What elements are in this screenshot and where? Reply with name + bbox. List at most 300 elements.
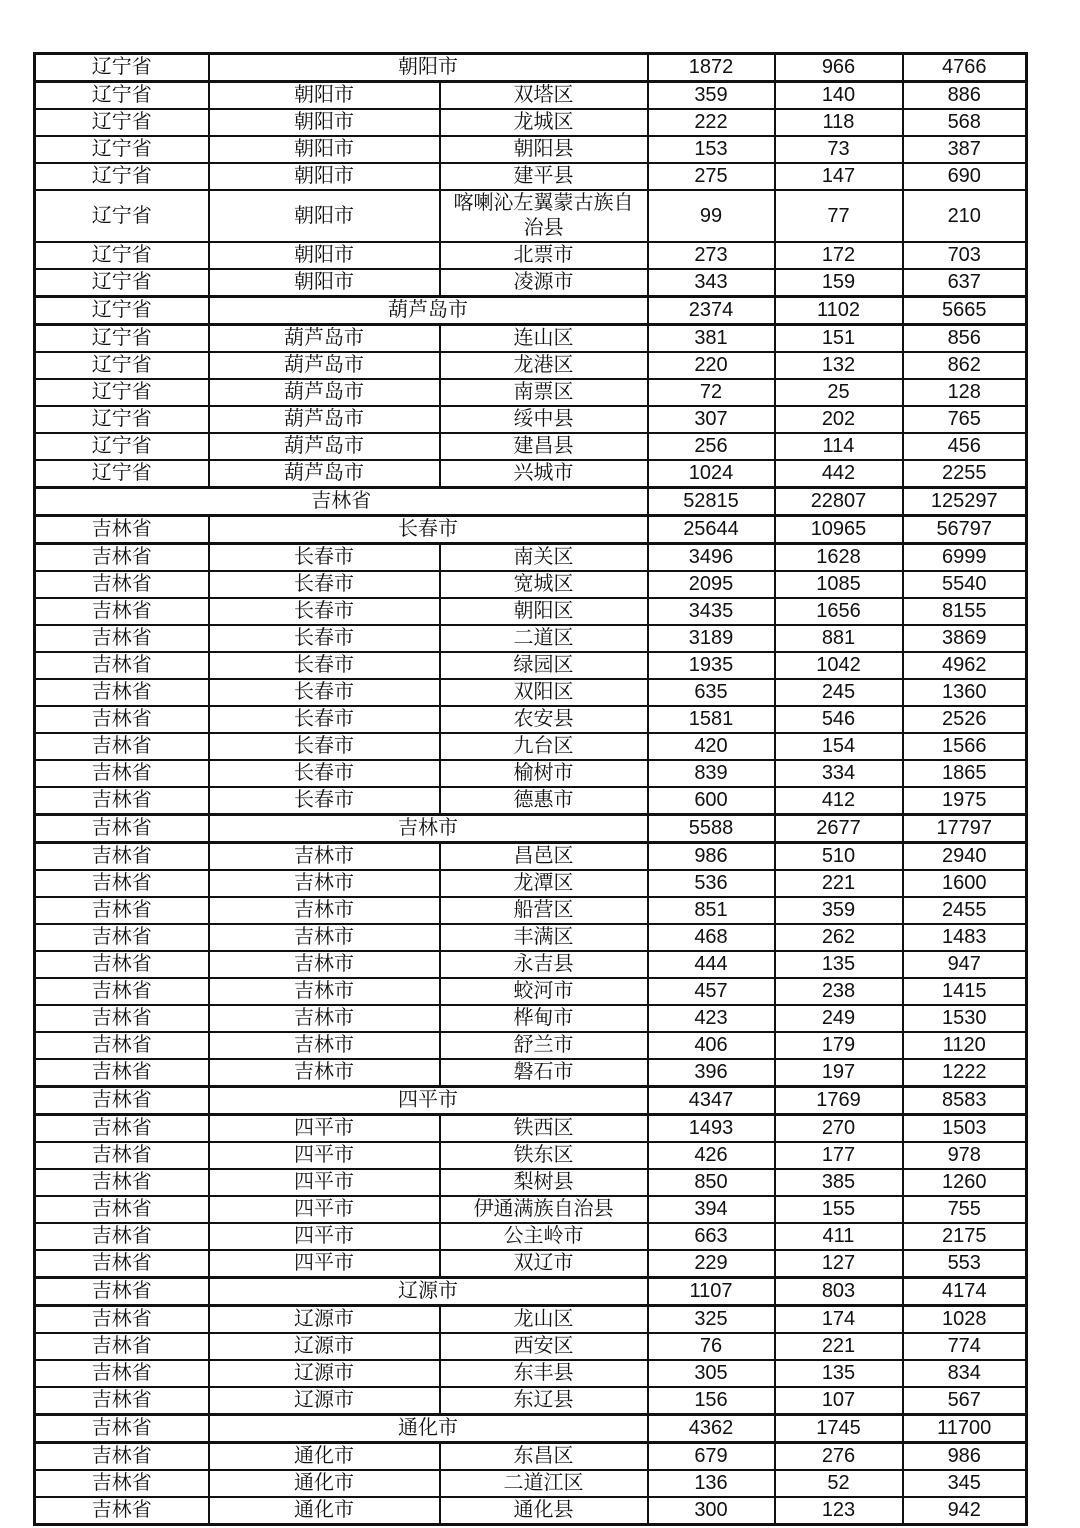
district-cell: 兴城市 [440, 460, 648, 488]
table-row [35, 242, 1027, 269]
table-row [35, 598, 1027, 625]
value-cell: 8155 [903, 598, 1027, 625]
value-cell: 147 [775, 163, 903, 190]
city-cell: 长春市 [209, 544, 440, 572]
value-cell: 127 [775, 1250, 903, 1278]
value-cell: 444 [648, 951, 775, 978]
value-cell: 387 [903, 136, 1027, 163]
value-cell: 1975 [903, 787, 1027, 815]
value-cell: 174 [775, 1306, 903, 1334]
value-cell: 140 [775, 82, 903, 110]
district-cell: 东丰县 [440, 1360, 648, 1387]
province-cell: 吉林省 [35, 1005, 209, 1032]
city-cell: 辽源市 [209, 1333, 440, 1360]
value-cell: 1360 [903, 679, 1027, 706]
value-cell: 1656 [775, 598, 903, 625]
city-total-cell: 吉林市 [209, 815, 648, 843]
value-cell: 396 [648, 1059, 775, 1087]
table-row [35, 843, 1027, 871]
province-cell: 吉林省 [35, 1250, 209, 1278]
table-row [35, 760, 1027, 787]
city-cell: 通化市 [209, 1443, 440, 1471]
district-cell: 二道区 [440, 625, 648, 652]
value-cell: 834 [903, 1360, 1027, 1387]
district-cell: 绥中县 [440, 406, 648, 433]
table-row [35, 1196, 1027, 1223]
value-cell: 325 [648, 1306, 775, 1334]
value-cell: 986 [648, 843, 775, 871]
value-cell: 5588 [648, 815, 775, 843]
city-cell: 葫芦岛市 [209, 406, 440, 433]
value-cell: 1493 [648, 1115, 775, 1143]
value-cell: 406 [648, 1032, 775, 1059]
district-cell: 喀喇沁左翼蒙古族自治县 [440, 190, 648, 242]
city-cell: 辽源市 [209, 1306, 440, 1334]
table-row [35, 706, 1027, 733]
province-cell: 吉林省 [35, 1223, 209, 1250]
city-cell: 吉林市 [209, 951, 440, 978]
city-cell: 四平市 [209, 1250, 440, 1278]
city-cell: 长春市 [209, 760, 440, 787]
value-cell: 220 [648, 352, 775, 379]
value-cell: 442 [775, 460, 903, 488]
district-cell: 北票市 [440, 242, 648, 269]
city-total-cell: 葫芦岛市 [209, 297, 648, 325]
table-row [35, 787, 1027, 815]
city-cell: 吉林市 [209, 978, 440, 1005]
city-cell: 吉林市 [209, 843, 440, 871]
province-cell: 吉林省 [35, 706, 209, 733]
value-cell: 1102 [775, 297, 903, 325]
province-cell: 吉林省 [35, 516, 209, 544]
value-cell: 135 [775, 1360, 903, 1387]
district-cell: 建平县 [440, 163, 648, 190]
value-cell: 1530 [903, 1005, 1027, 1032]
value-cell: 1120 [903, 1032, 1027, 1059]
table-row [35, 1415, 1027, 1443]
value-cell: 690 [903, 163, 1027, 190]
value-cell: 77 [775, 190, 903, 242]
province-cell: 吉林省 [35, 897, 209, 924]
district-cell: 连山区 [440, 325, 648, 353]
province-cell: 吉林省 [35, 815, 209, 843]
district-cell: 龙潭区 [440, 870, 648, 897]
district-cell: 龙港区 [440, 352, 648, 379]
province-total-cell: 吉林省 [35, 488, 648, 516]
value-cell: 52 [775, 1470, 903, 1497]
table-row [35, 1470, 1027, 1497]
value-cell: 202 [775, 406, 903, 433]
city-cell: 通化市 [209, 1497, 440, 1525]
value-cell: 5665 [903, 297, 1027, 325]
city-cell: 朝阳市 [209, 242, 440, 269]
district-cell: 磐石市 [440, 1059, 648, 1087]
value-cell: 381 [648, 325, 775, 353]
province-cell: 吉林省 [35, 924, 209, 951]
value-cell: 153 [648, 136, 775, 163]
table-row [35, 1333, 1027, 1360]
table-row [35, 1250, 1027, 1278]
district-cell: 伊通满族自治县 [440, 1196, 648, 1223]
value-cell: 154 [775, 733, 903, 760]
value-cell: 2455 [903, 897, 1027, 924]
value-cell: 1024 [648, 460, 775, 488]
value-cell: 22807 [775, 488, 903, 516]
value-cell: 3869 [903, 625, 1027, 652]
value-cell: 135 [775, 951, 903, 978]
district-cell: 九台区 [440, 733, 648, 760]
city-cell: 葫芦岛市 [209, 352, 440, 379]
value-cell: 345 [903, 1470, 1027, 1497]
value-cell: 2175 [903, 1223, 1027, 1250]
province-cell: 吉林省 [35, 1443, 209, 1471]
district-cell: 梨树县 [440, 1169, 648, 1196]
value-cell: 851 [648, 897, 775, 924]
value-cell: 359 [648, 82, 775, 110]
table-row [35, 571, 1027, 598]
district-cell: 西安区 [440, 1333, 648, 1360]
value-cell: 1566 [903, 733, 1027, 760]
value-cell: 468 [648, 924, 775, 951]
value-cell: 4962 [903, 652, 1027, 679]
value-cell: 343 [648, 269, 775, 297]
value-cell: 850 [648, 1169, 775, 1196]
district-cell: 公主岭市 [440, 1223, 648, 1250]
value-cell: 132 [775, 352, 903, 379]
district-cell: 南票区 [440, 379, 648, 406]
city-total-cell: 四平市 [209, 1087, 648, 1115]
value-cell: 1935 [648, 652, 775, 679]
province-cell: 辽宁省 [35, 406, 209, 433]
city-cell: 葫芦岛市 [209, 379, 440, 406]
province-cell: 吉林省 [35, 870, 209, 897]
table-row [35, 1005, 1027, 1032]
city-cell: 长春市 [209, 733, 440, 760]
province-cell: 吉林省 [35, 1059, 209, 1087]
district-cell: 铁东区 [440, 1142, 648, 1169]
province-cell: 辽宁省 [35, 379, 209, 406]
value-cell: 1222 [903, 1059, 1027, 1087]
province-cell: 辽宁省 [35, 325, 209, 353]
table-row [35, 109, 1027, 136]
district-cell: 双塔区 [440, 82, 648, 110]
value-cell: 2677 [775, 815, 903, 843]
value-cell: 412 [775, 787, 903, 815]
province-cell: 吉林省 [35, 1415, 209, 1443]
city-cell: 四平市 [209, 1223, 440, 1250]
district-cell: 东辽县 [440, 1387, 648, 1415]
value-cell: 886 [903, 82, 1027, 110]
table-row [35, 82, 1027, 110]
value-cell: 262 [775, 924, 903, 951]
value-cell: 221 [775, 1333, 903, 1360]
district-cell: 绿园区 [440, 652, 648, 679]
city-cell: 长春市 [209, 571, 440, 598]
value-cell: 155 [775, 1196, 903, 1223]
value-cell: 774 [903, 1333, 1027, 1360]
table-row [35, 190, 1027, 242]
table-row [35, 924, 1027, 951]
value-cell: 966 [775, 54, 903, 82]
value-cell: 679 [648, 1443, 775, 1471]
value-cell: 11700 [903, 1415, 1027, 1443]
province-cell: 吉林省 [35, 843, 209, 871]
value-cell: 210 [903, 190, 1027, 242]
value-cell: 1415 [903, 978, 1027, 1005]
value-cell: 4174 [903, 1278, 1027, 1306]
value-cell: 385 [775, 1169, 903, 1196]
city-cell: 朝阳市 [209, 82, 440, 110]
district-cell: 舒兰市 [440, 1032, 648, 1059]
value-cell: 510 [775, 843, 903, 871]
table-row [35, 733, 1027, 760]
value-cell: 426 [648, 1142, 775, 1169]
province-cell: 吉林省 [35, 679, 209, 706]
province-cell: 吉林省 [35, 571, 209, 598]
value-cell: 423 [648, 1005, 775, 1032]
value-cell: 947 [903, 951, 1027, 978]
value-cell: 856 [903, 325, 1027, 353]
value-cell: 862 [903, 352, 1027, 379]
value-cell: 457 [648, 978, 775, 1005]
city-cell: 长春市 [209, 679, 440, 706]
value-cell: 978 [903, 1142, 1027, 1169]
value-cell: 394 [648, 1196, 775, 1223]
city-cell: 吉林市 [209, 1059, 440, 1087]
value-cell: 159 [775, 269, 903, 297]
province-cell: 吉林省 [35, 1087, 209, 1115]
value-cell: 1745 [775, 1415, 903, 1443]
province-cell: 辽宁省 [35, 82, 209, 110]
table-row [35, 163, 1027, 190]
value-cell: 276 [775, 1443, 903, 1471]
value-cell: 600 [648, 787, 775, 815]
value-cell: 536 [648, 870, 775, 897]
province-cell: 辽宁省 [35, 460, 209, 488]
district-cell: 蛟河市 [440, 978, 648, 1005]
district-cell: 双辽市 [440, 1250, 648, 1278]
value-cell: 156 [648, 1387, 775, 1415]
value-cell: 986 [903, 1443, 1027, 1471]
value-cell: 881 [775, 625, 903, 652]
province-cell: 吉林省 [35, 652, 209, 679]
city-cell: 长春市 [209, 787, 440, 815]
city-cell: 四平市 [209, 1169, 440, 1196]
province-cell: 吉林省 [35, 598, 209, 625]
table-row [35, 1059, 1027, 1087]
value-cell: 245 [775, 679, 903, 706]
province-cell: 辽宁省 [35, 190, 209, 242]
province-cell: 吉林省 [35, 1333, 209, 1360]
district-cell: 农安县 [440, 706, 648, 733]
value-cell: 2255 [903, 460, 1027, 488]
city-cell: 葫芦岛市 [209, 433, 440, 460]
value-cell: 942 [903, 1497, 1027, 1525]
province-cell: 吉林省 [35, 1278, 209, 1306]
province-cell: 吉林省 [35, 1169, 209, 1196]
value-cell: 99 [648, 190, 775, 242]
province-cell: 吉林省 [35, 1306, 209, 1334]
district-cell: 二道江区 [440, 1470, 648, 1497]
value-cell: 1872 [648, 54, 775, 82]
value-cell: 114 [775, 433, 903, 460]
city-cell: 朝阳市 [209, 109, 440, 136]
province-cell: 辽宁省 [35, 136, 209, 163]
district-cell: 通化县 [440, 1497, 648, 1525]
table-row [35, 815, 1027, 843]
table-row [35, 136, 1027, 163]
value-cell: 546 [775, 706, 903, 733]
city-cell: 吉林市 [209, 924, 440, 951]
city-total-cell: 朝阳市 [209, 54, 648, 82]
value-cell: 334 [775, 760, 903, 787]
value-cell: 2526 [903, 706, 1027, 733]
province-cell: 辽宁省 [35, 433, 209, 460]
value-cell: 637 [903, 269, 1027, 297]
value-cell: 10965 [775, 516, 903, 544]
value-cell: 275 [648, 163, 775, 190]
district-cell: 双阳区 [440, 679, 648, 706]
value-cell: 179 [775, 1032, 903, 1059]
province-cell: 辽宁省 [35, 54, 209, 82]
table-row [35, 625, 1027, 652]
value-cell: 2940 [903, 843, 1027, 871]
value-cell: 4347 [648, 1087, 775, 1115]
value-cell: 273 [648, 242, 775, 269]
table-row [35, 951, 1027, 978]
value-cell: 4766 [903, 54, 1027, 82]
table-row [35, 1115, 1027, 1143]
table-row [35, 1443, 1027, 1471]
city-cell: 四平市 [209, 1196, 440, 1223]
district-cell: 凌源市 [440, 269, 648, 297]
table-row [35, 1497, 1027, 1525]
table-row [35, 433, 1027, 460]
city-cell: 吉林市 [209, 1005, 440, 1032]
city-cell: 吉林市 [209, 870, 440, 897]
province-cell: 辽宁省 [35, 297, 209, 325]
value-cell: 1865 [903, 760, 1027, 787]
value-cell: 300 [648, 1497, 775, 1525]
value-cell: 1581 [648, 706, 775, 733]
district-cell: 榆树市 [440, 760, 648, 787]
province-cell: 吉林省 [35, 1032, 209, 1059]
value-cell: 125297 [903, 488, 1027, 516]
city-cell: 长春市 [209, 598, 440, 625]
district-cell: 永吉县 [440, 951, 648, 978]
value-cell: 52815 [648, 488, 775, 516]
value-cell: 1483 [903, 924, 1027, 951]
value-cell: 73 [775, 136, 903, 163]
value-cell: 17797 [903, 815, 1027, 843]
value-cell: 128 [903, 379, 1027, 406]
table-row [35, 652, 1027, 679]
province-cell: 吉林省 [35, 1470, 209, 1497]
province-cell: 辽宁省 [35, 163, 209, 190]
value-cell: 76 [648, 1333, 775, 1360]
value-cell: 3496 [648, 544, 775, 572]
value-cell: 270 [775, 1115, 903, 1143]
value-cell: 197 [775, 1059, 903, 1087]
province-cell: 辽宁省 [35, 352, 209, 379]
value-cell: 1028 [903, 1306, 1027, 1334]
province-cell: 辽宁省 [35, 269, 209, 297]
city-cell: 朝阳市 [209, 163, 440, 190]
city-cell: 朝阳市 [209, 269, 440, 297]
province-cell: 吉林省 [35, 951, 209, 978]
table-row [35, 679, 1027, 706]
city-cell: 通化市 [209, 1470, 440, 1497]
value-cell: 839 [648, 760, 775, 787]
value-cell: 6999 [903, 544, 1027, 572]
value-cell: 635 [648, 679, 775, 706]
table-row [35, 352, 1027, 379]
district-cell: 龙城区 [440, 109, 648, 136]
city-cell: 吉林市 [209, 1032, 440, 1059]
table-row [35, 406, 1027, 433]
province-cell: 吉林省 [35, 760, 209, 787]
table-row [35, 544, 1027, 572]
table-row [35, 1306, 1027, 1334]
table-row [35, 1278, 1027, 1306]
province-cell: 吉林省 [35, 1115, 209, 1143]
table-row [35, 1169, 1027, 1196]
table-row [35, 325, 1027, 353]
value-cell: 3435 [648, 598, 775, 625]
value-cell: 25 [775, 379, 903, 406]
district-cell: 南关区 [440, 544, 648, 572]
table-row [35, 54, 1027, 82]
province-cell: 吉林省 [35, 1196, 209, 1223]
value-cell: 4362 [648, 1415, 775, 1443]
table-row [35, 379, 1027, 406]
value-cell: 249 [775, 1005, 903, 1032]
city-cell: 葫芦岛市 [209, 325, 440, 353]
city-cell: 长春市 [209, 706, 440, 733]
table-row [35, 1223, 1027, 1250]
value-cell: 177 [775, 1142, 903, 1169]
value-cell: 221 [775, 870, 903, 897]
table-row [35, 516, 1027, 544]
value-cell: 72 [648, 379, 775, 406]
city-cell: 朝阳市 [209, 136, 440, 163]
value-cell: 172 [775, 242, 903, 269]
value-cell: 1769 [775, 1087, 903, 1115]
value-cell: 136 [648, 1470, 775, 1497]
value-cell: 3189 [648, 625, 775, 652]
province-cell: 吉林省 [35, 1497, 209, 1525]
province-cell: 吉林省 [35, 1360, 209, 1387]
value-cell: 663 [648, 1223, 775, 1250]
city-cell: 四平市 [209, 1142, 440, 1169]
city-cell: 长春市 [209, 652, 440, 679]
table-row [35, 1032, 1027, 1059]
district-cell: 建昌县 [440, 433, 648, 460]
value-cell: 8583 [903, 1087, 1027, 1115]
value-cell: 1107 [648, 1278, 775, 1306]
value-cell: 567 [903, 1387, 1027, 1415]
value-cell: 1085 [775, 571, 903, 598]
province-cell: 吉林省 [35, 625, 209, 652]
province-cell: 吉林省 [35, 1142, 209, 1169]
province-cell: 吉林省 [35, 978, 209, 1005]
table-row [35, 460, 1027, 488]
table-row [35, 870, 1027, 897]
value-cell: 151 [775, 325, 903, 353]
value-cell: 107 [775, 1387, 903, 1415]
value-cell: 1042 [775, 652, 903, 679]
value-cell: 1503 [903, 1115, 1027, 1143]
